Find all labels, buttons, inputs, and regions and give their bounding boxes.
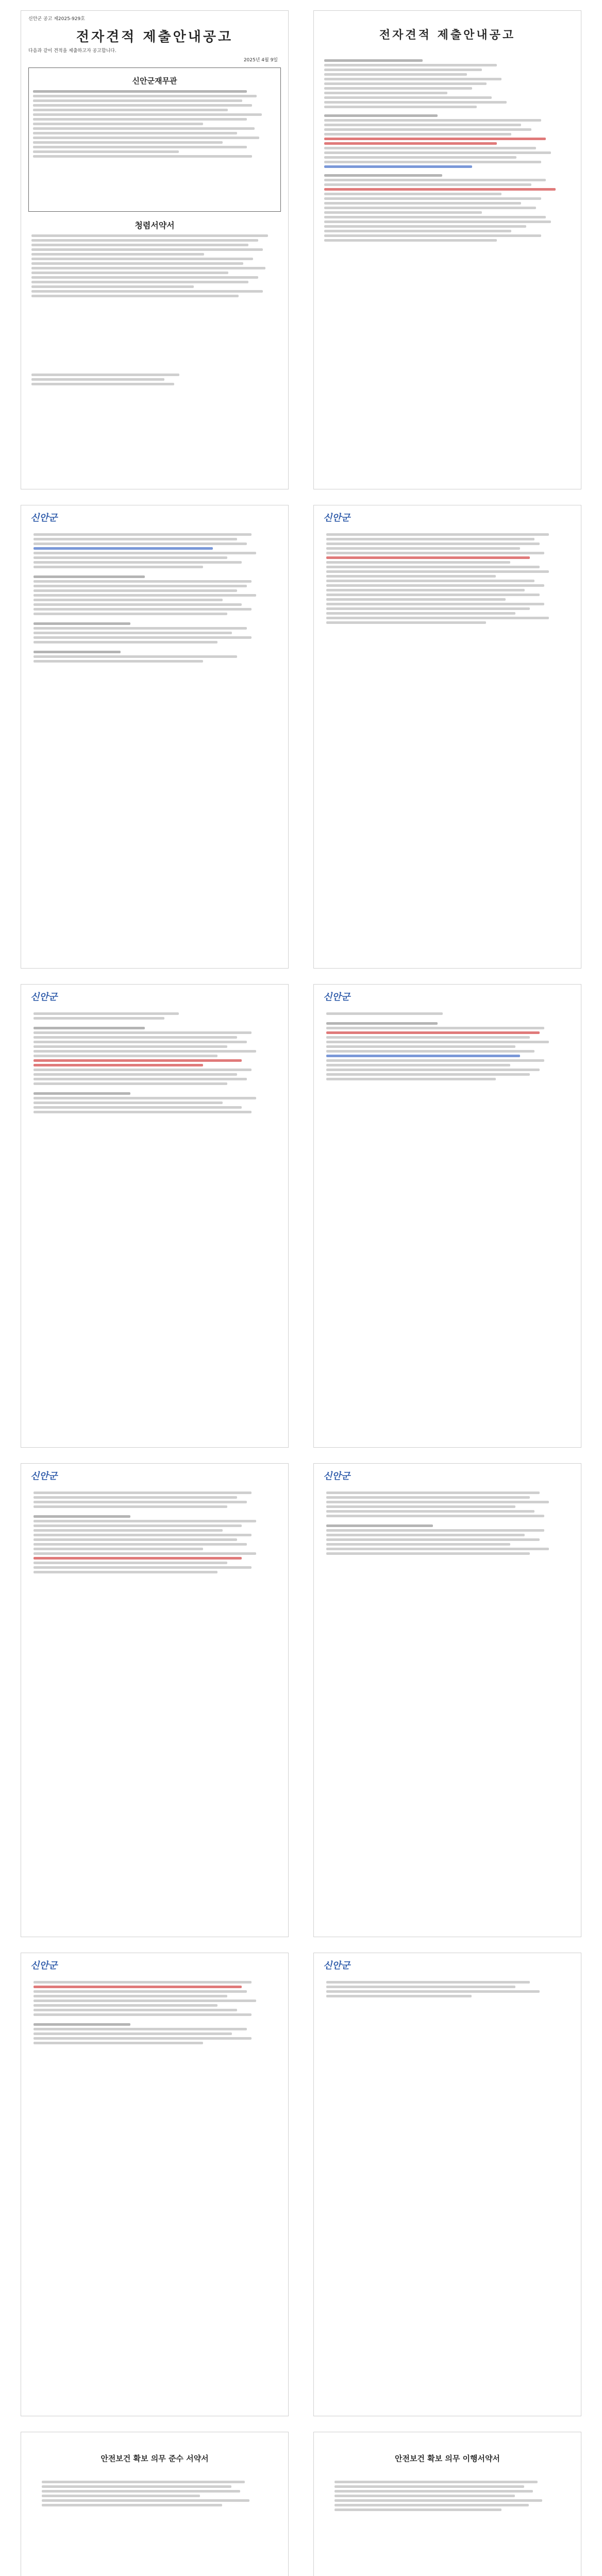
notice-page-4 [21,984,289,1448]
notice-page-7 [313,1463,581,1937]
notice-page-3 [313,505,581,969]
cover-footer-lines [31,371,278,387]
page8-lines [34,1979,276,2046]
notice-title: 전자견적 제출안내공고 [379,28,516,42]
sinan-logo: 신안군 [323,1471,350,1482]
page6-lines [34,1489,276,1575]
page2-lines [34,531,276,665]
page9-lines [326,1979,568,1999]
form1-title: 안전보건 확보 의무 준수 서약서 [101,2454,209,2463]
safety-duty-form [313,2432,581,2576]
safety-pledge-form [21,2432,289,2576]
sinan-logo: 신안군 [323,1960,350,1971]
notice-page-8 [21,1953,289,2416]
cover-body-lines [31,232,278,299]
page3-lines [326,531,568,626]
cover-page [21,10,289,489]
sinan-logo: 신안군 [323,513,350,523]
notice-lines-1 [324,57,571,244]
notice-page-2 [21,505,289,969]
form1-lines [42,2479,267,2509]
page5-lines [326,1010,568,1082]
cover-boss: 신안군재무관 [132,76,177,86]
form2-lines [335,2479,560,2513]
cover-title: 전자견적 제출안내공고 [76,29,233,45]
sinan-logo: 신안군 [30,1471,58,1482]
sinan-logo: 신안군 [30,513,58,523]
notice-page-6 [21,1463,289,1937]
cover-intro: 다음과 같이 견적을 제출하고자 공고합니다. [28,48,116,54]
sinan-logo: 신안군 [30,992,58,1003]
notice-page-1 [313,10,581,489]
notice-page-5 [313,984,581,1448]
form2-title: 안전보건 확보 의무 이행서약서 [394,2454,500,2463]
cover-notice-box [28,67,281,212]
notice-page-9 [313,1953,581,2416]
sinan-logo: 신안군 [323,992,350,1003]
sinan-logo: 신안군 [30,1960,58,1971]
cover-date: 2025년 4월 9일 [243,58,278,63]
page4-lines [34,1010,276,1115]
gazette-ref: 신안군 공고 제2025-929호 [28,16,85,22]
page7-lines [326,1489,568,1557]
notice-head: 청렴서약서 [135,221,175,230]
